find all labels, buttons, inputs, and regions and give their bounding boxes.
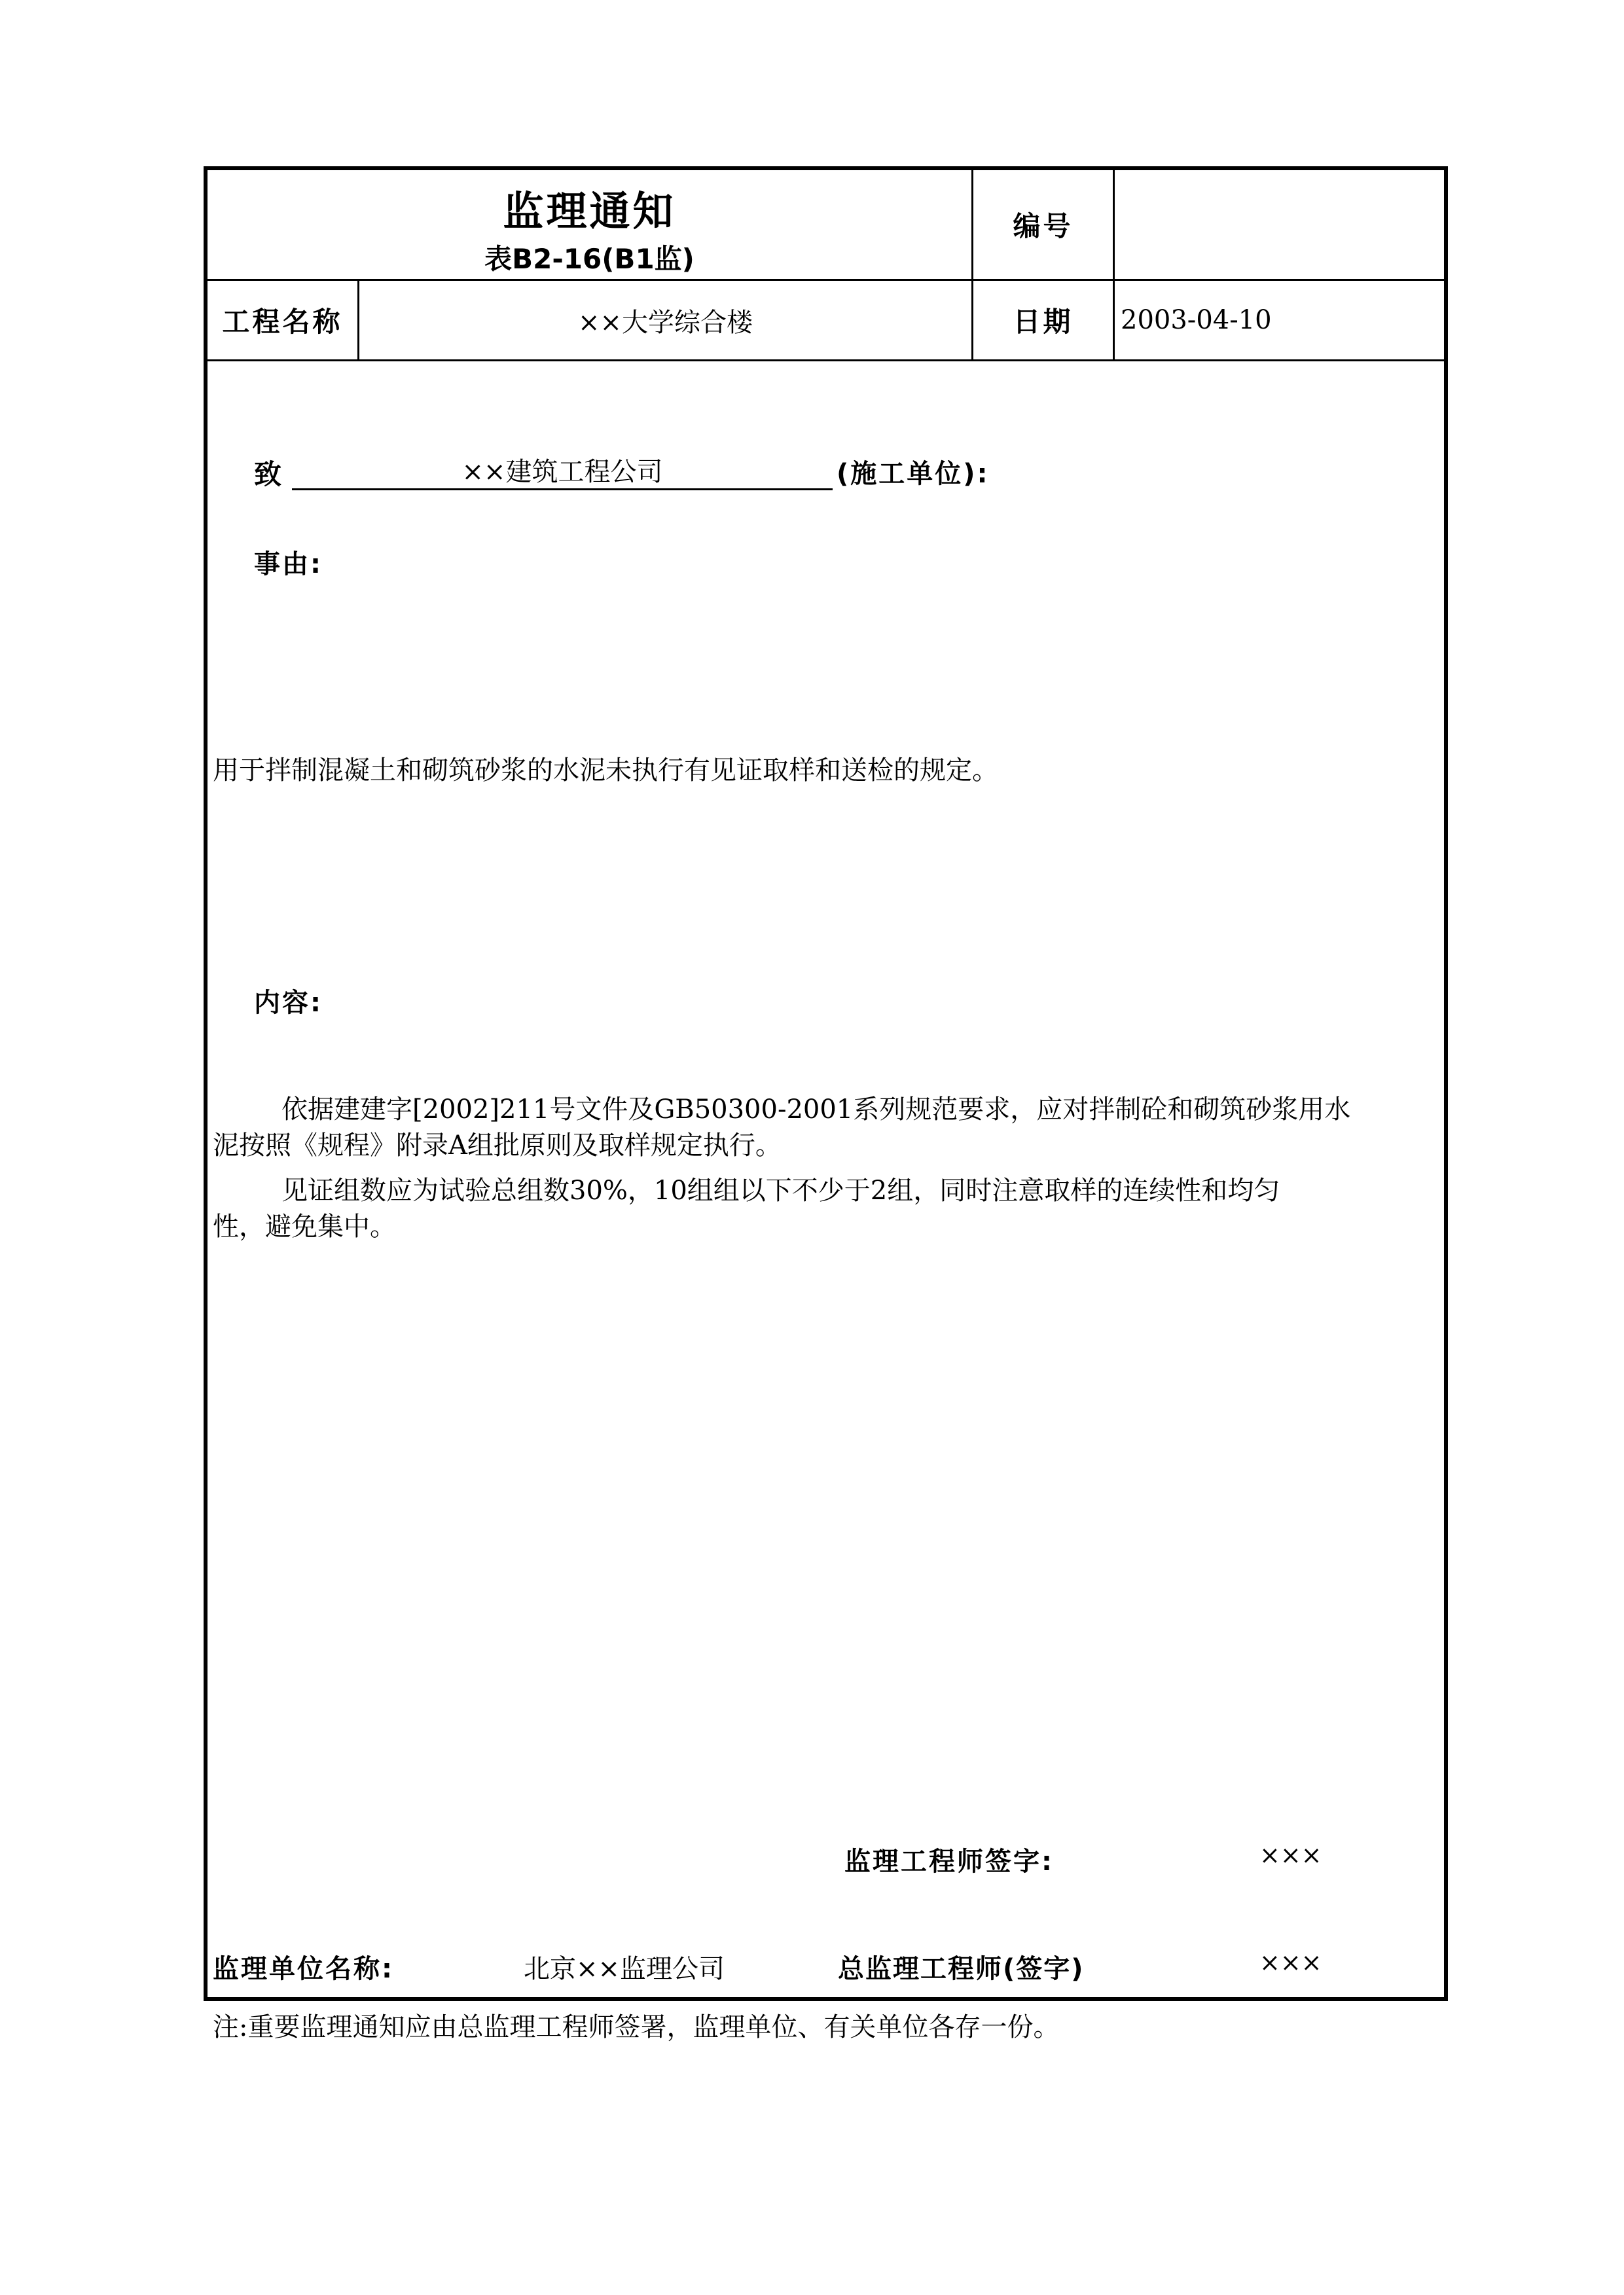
reason-label: 事由: bbox=[254, 549, 323, 579]
date-label: 日期 bbox=[1013, 306, 1074, 338]
engineer-label: 监理工程师签字: bbox=[844, 1847, 1054, 1877]
chief-signature: ××× bbox=[1259, 1948, 1322, 1977]
form-code: 表B2-16(B1监) bbox=[484, 243, 695, 275]
to-underline bbox=[292, 488, 833, 490]
to-company: ××建筑工程公司 bbox=[461, 456, 663, 487]
content-line: 性，避免集中。 bbox=[213, 1212, 396, 1242]
content-line: 泥按照《规程》附录A组批原则及取样规定执行。 bbox=[213, 1130, 782, 1161]
project-label: 工程名称 bbox=[222, 306, 343, 338]
content-line: 依据建建字[2002]211号文件及GB50300-2001系列规范要求，应对拌制砼和砌筑砂浆用水 bbox=[281, 1094, 1351, 1125]
to-suffix: (施工单位): bbox=[837, 459, 990, 489]
content-label: 内容: bbox=[254, 988, 323, 1018]
content-line: 见证组数应为试验总组数30%，10组组以下不少于2组，同时注意取样的连续性和均匀 bbox=[281, 1176, 1280, 1206]
project-value: ××大学综合楼 bbox=[577, 307, 753, 338]
number-label: 编号 bbox=[1013, 210, 1074, 242]
reason-text: 用于拌制混凝土和砌筑砂浆的水泥未执行有见证取样和送检的规定。 bbox=[213, 755, 998, 786]
chief-label: 总监理工程师(签字) bbox=[838, 1954, 1085, 1984]
to-prefix: 致 bbox=[254, 458, 282, 490]
form-title: 监理通知 bbox=[503, 187, 676, 235]
unit-value: 北京××监理公司 bbox=[524, 1954, 725, 1984]
engineer-signature: ××× bbox=[1259, 1841, 1322, 1870]
footer-note: 注:重要监理通知应由总监理工程师签署，监理单位、有关单位各存一份。 bbox=[213, 2012, 1060, 2042]
date-value: 2003-04-10 bbox=[1121, 305, 1272, 335]
unit-label: 监理单位名称: bbox=[213, 1954, 394, 1984]
